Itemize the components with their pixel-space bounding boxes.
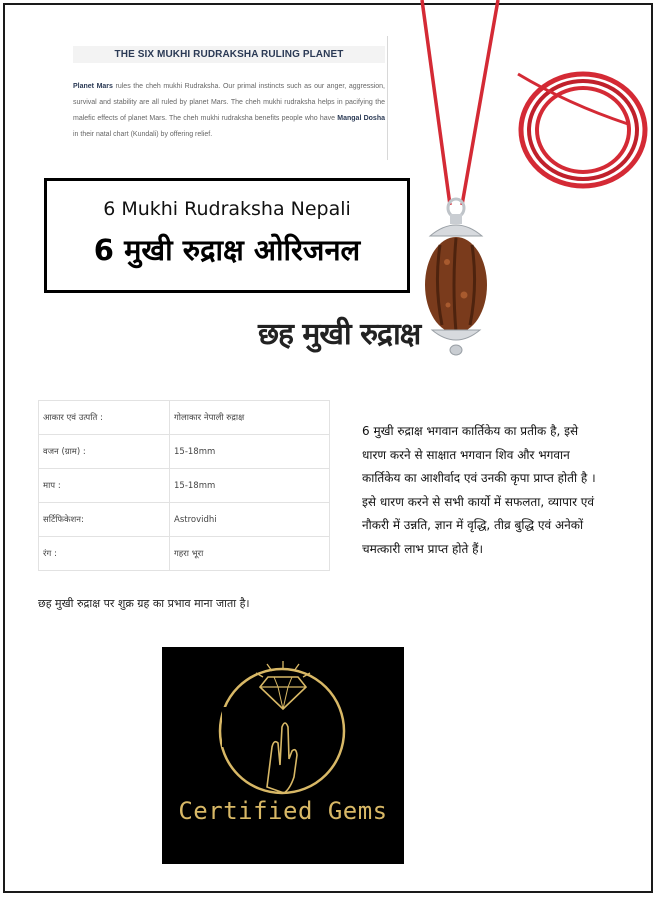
mangal-dosha-label: Mangal Dosha bbox=[337, 115, 385, 122]
red-thread-coil-image bbox=[508, 64, 654, 198]
product-name-hindi: 6 मुखी रुद्राक्ष ओरिजनल bbox=[93, 233, 361, 267]
product-name-english: 6 Mukhi Rudraksha Nepali bbox=[103, 198, 351, 220]
ruling-planet-text bbox=[73, 79, 385, 143]
spec-value: 15-18mm bbox=[170, 469, 330, 503]
certified-gems-text: Certified Gems bbox=[178, 797, 388, 825]
specification-table bbox=[38, 400, 330, 571]
spec-key: वजन (ग्राम) : bbox=[39, 435, 170, 469]
table-row bbox=[39, 503, 330, 537]
product-name-box bbox=[44, 178, 410, 293]
chhah-mukhi-heading: छह मुखी रुद्राक्ष bbox=[258, 317, 421, 352]
product-description: 6 मुखी रुद्राक्ष भगवान कार्तिकेय का प्रतीक है, इसे धारण करने से साक्षात भगवान शिव और भगवान कार्तिकेय का आशीर्वाद एवं उनकी कृपा प्राप्त होती है । इसे धारण करने से सभी कार्यो में सफलता, व्यापार एवं नौकरी में उन्नति, ज्ञान में वृद्धि, तीव्र बुद्धि एवं अनेकों चमत्कारी लाभ प्राप्त होते हैं। bbox=[362, 424, 596, 556]
shukra-influence-line: छह मुखी रुद्राक्ष पर शुक्र ग्रह का प्रभाव माना जाता है। bbox=[38, 597, 250, 610]
rudraksha-pendant-image bbox=[400, 0, 510, 370]
table-row bbox=[39, 401, 330, 435]
ruling-planet-text-part2: in their natal chart (Kundali) by offering relief. bbox=[73, 131, 213, 138]
ruling-planet-panel bbox=[70, 36, 388, 160]
table-row bbox=[39, 435, 330, 469]
table-row bbox=[39, 469, 330, 503]
gem-hand-emblem-icon bbox=[162, 647, 404, 864]
spec-value: गहरा भूरा bbox=[170, 537, 330, 571]
spec-key: सर्टिफिकेशन: bbox=[39, 503, 170, 537]
ruling-planet-text-part1: rules the cheh mukhi Rudraksha. Our primal instincts such as our anger, aggression, survival and stability are all ruled by planet Mars. The cheh mukhi rudraksha helps in pacifying the malefic effects of planet Mars. The cheh mukhi rudraksha benefits people who have bbox=[73, 83, 386, 122]
spec-value: 15-18mm bbox=[170, 435, 330, 469]
table-row bbox=[39, 537, 330, 571]
spec-value: गोलाकार नेपाली रुद्राक्ष bbox=[170, 401, 330, 435]
spec-value: Astrovidhi bbox=[170, 503, 330, 537]
spec-key: आकार एवं उत्पति : bbox=[39, 401, 170, 435]
certified-gems-logo bbox=[162, 647, 404, 864]
ruling-planet-title: THE SIX MUKHI RUDRAKSHA RULING PLANET bbox=[73, 46, 385, 63]
spec-key: माप : bbox=[39, 469, 170, 503]
spec-key: रंग : bbox=[39, 537, 170, 571]
planet-mars-label: Planet Mars bbox=[73, 83, 113, 90]
